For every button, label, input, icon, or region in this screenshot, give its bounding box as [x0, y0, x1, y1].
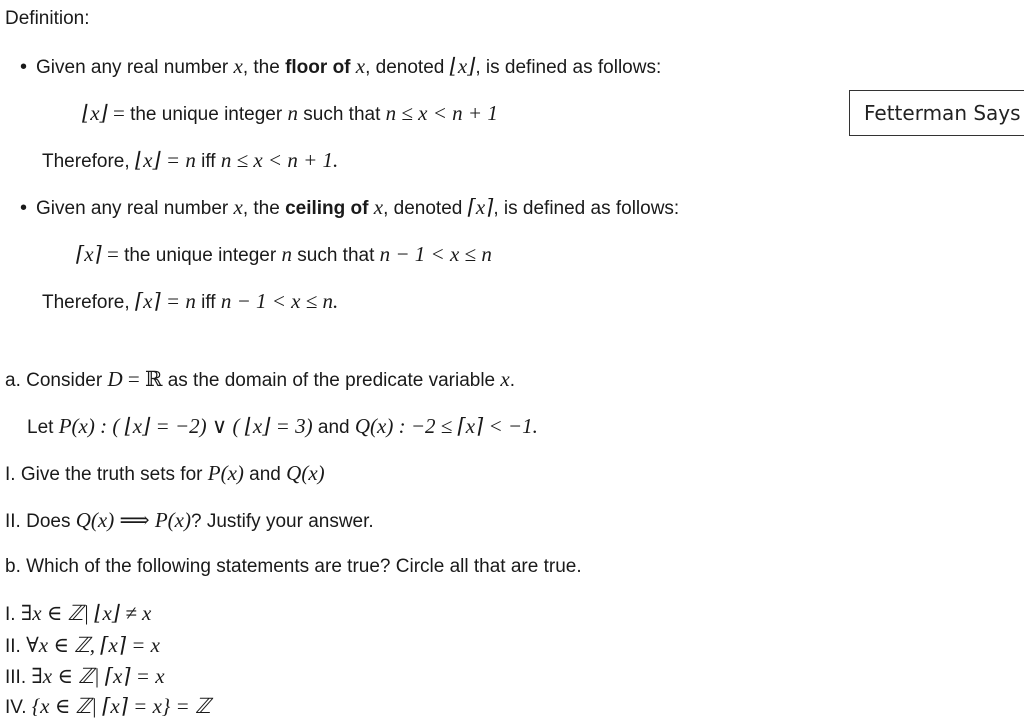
floor-bullet: • Given any real number x, the floor of x, denoted ⌊x⌋, is defined as follows:: [20, 54, 662, 78]
bullet-icon: •: [20, 56, 28, 78]
part-b-item-4: IV. {x ∈ ℤ| ⌈x⌉ = x} = ℤ: [5, 694, 211, 718]
ceiling-definition: ⌈x⌉ = the unique integer n such that n − 1 < x ≤ n: [76, 242, 492, 266]
ceiling-therefore: Therefore, ⌈x⌉ = n iff n − 1 < x ≤ n.: [42, 289, 339, 313]
part-a-prompt: a. Consider D = ℝ as the domain of the predicate variable x.: [5, 367, 516, 391]
part-b-item-2: II. ∀x ∈ ℤ, ⌈x⌉ = x: [5, 633, 160, 657]
part-a-ii: II. Does Q(x) ⟹ P(x)? Justify your answer.: [5, 508, 374, 532]
part-b-item-1: I. ∃x ∈ ℤ| ⌊x⌋ ≠ x: [5, 601, 152, 625]
bullet-icon: •: [20, 197, 28, 219]
floor-therefore: Therefore, ⌊x⌋ = n iff n ≤ x < n + 1.: [42, 148, 339, 172]
part-b-item-3: III. ∃x ∈ ℤ| ⌈x⌉ = x: [5, 664, 165, 688]
floor-definition: ⌊x⌋ = the unique integer n such that n ≤ x < n + 1: [82, 101, 498, 125]
definition-heading: Definition:: [5, 8, 90, 29]
part-b-prompt: b. Which of the following statements are true? Circle all that are true.: [5, 556, 582, 577]
ceiling-bullet: • Given any real number x, the ceiling of x, denoted ⌈x⌉, is defined as follows:: [20, 195, 680, 219]
fetterman-says-button[interactable]: Fetterman Says: [849, 90, 1024, 136]
part-a-let: Let P(x) : ( ⌊x⌋ = −2) ∨ ( ⌊x⌋ = 3) and Q(x) : −2 ≤ ⌈x⌉ < −1.: [27, 414, 538, 438]
part-a-i: I. Give the truth sets for P(x) and Q(x): [5, 461, 325, 485]
